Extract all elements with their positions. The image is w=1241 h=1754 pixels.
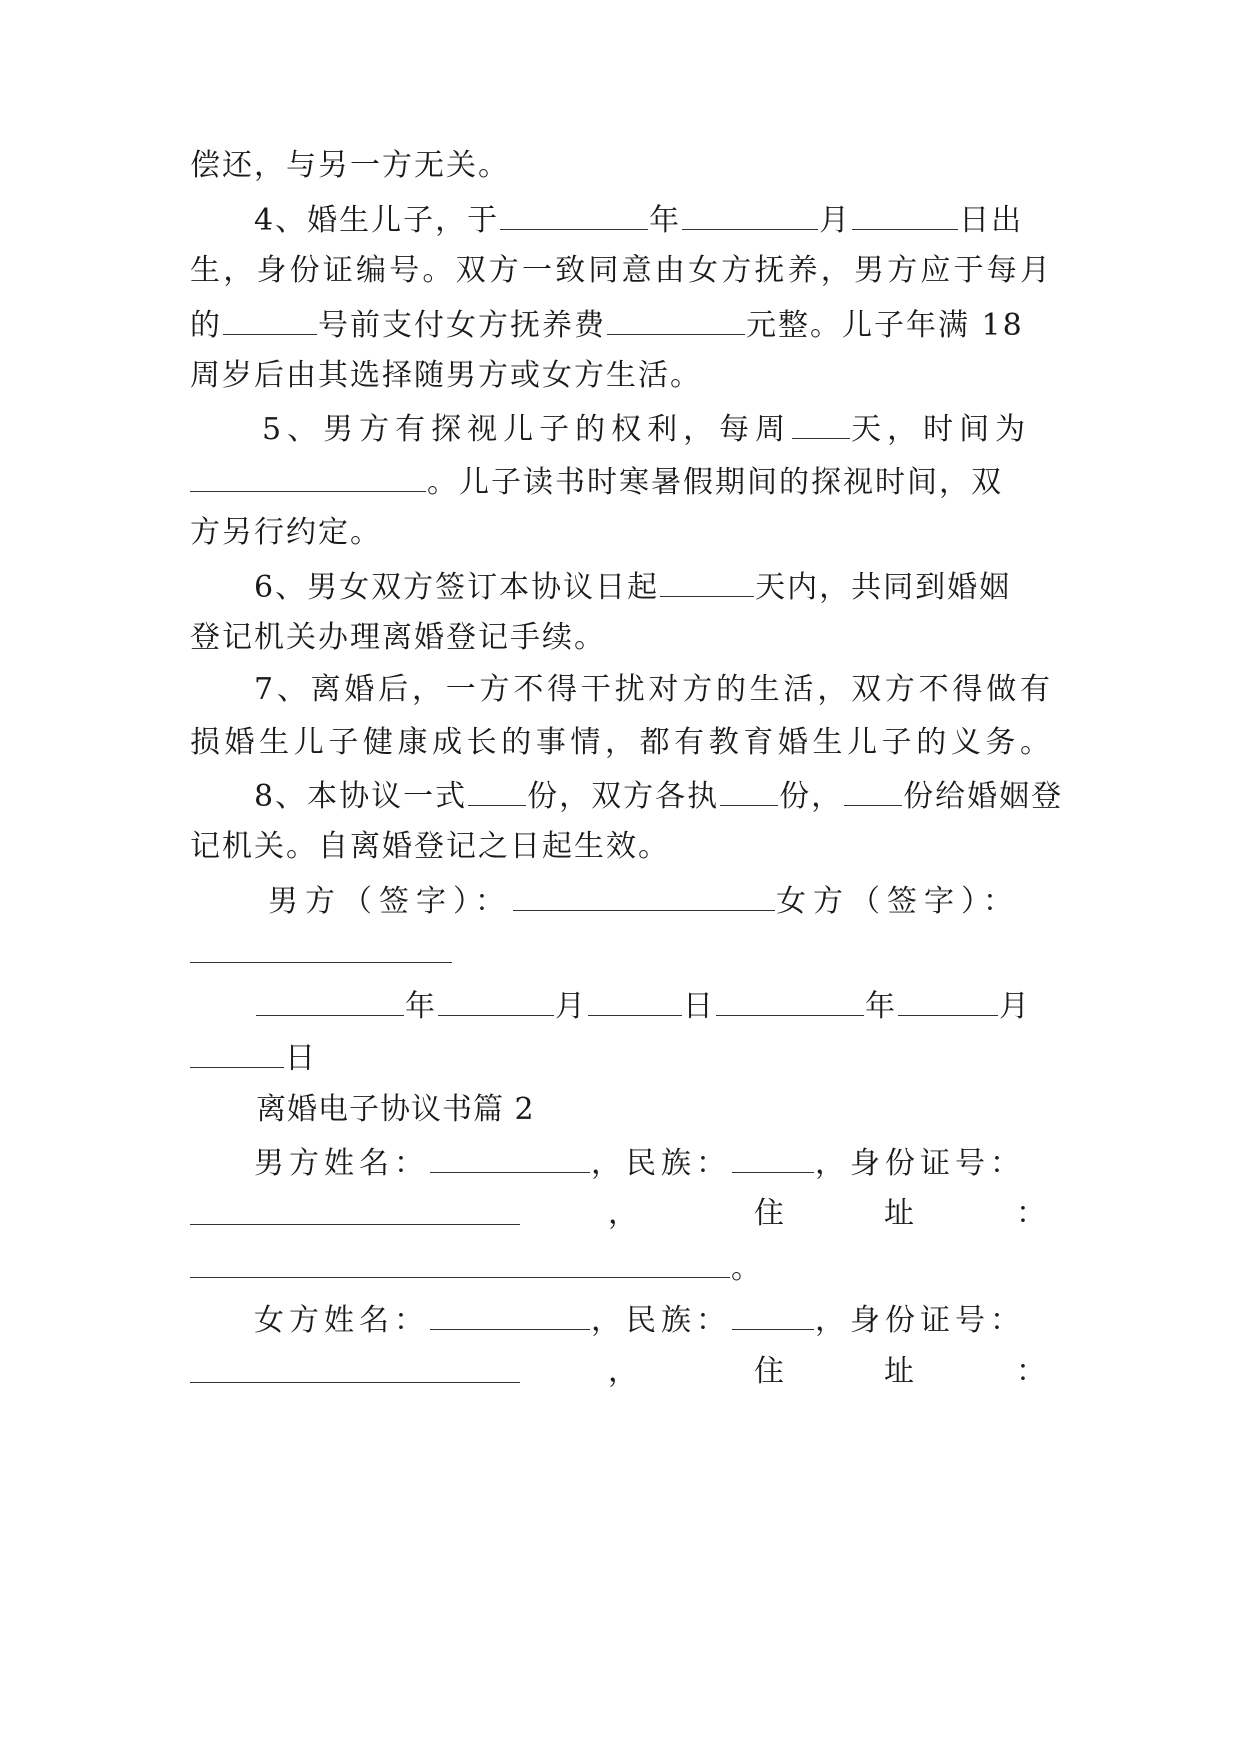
text: ：: [1016, 1196, 1048, 1231]
male-name-blank: [430, 1142, 590, 1173]
text: 址: [884, 1354, 916, 1389]
clause-4-line-4: [190, 356, 1052, 396]
blank-line: [607, 304, 745, 335]
text: 住: [754, 1354, 786, 1389]
section-heading: [256, 1090, 1118, 1130]
blank-line: [716, 985, 864, 1016]
text-line: [190, 146, 1052, 186]
date-line-2: [190, 1037, 1052, 1079]
text: 男方姓名：: [254, 1146, 429, 1181]
female-ethnicity-blank: [732, 1299, 814, 1330]
clause-4-line-1: [254, 199, 1052, 241]
text: ，: [608, 1354, 640, 1389]
text: ，: [608, 1196, 640, 1231]
male-signature-label: 男方（签字）：: [268, 884, 512, 919]
text: 天内，共同到婚姻: [755, 570, 1012, 605]
text: 8、本协议一式: [254, 779, 468, 814]
male-info-line-3: [190, 1247, 1052, 1289]
clause-5-line-1: [262, 408, 1052, 450]
text: 偿还，与另一方无关。: [190, 148, 510, 183]
text: 。: [731, 1251, 763, 1286]
clause-6-line-1: [254, 566, 1052, 608]
text: 月: [555, 989, 587, 1024]
signature-line-2: [190, 932, 1052, 974]
clause-5-line-2: [190, 461, 1052, 503]
text: 记机关。自离婚登记之日起生效。: [190, 829, 670, 864]
male-info-line-1: [254, 1142, 1052, 1184]
clause-7-line-2: [190, 723, 1052, 763]
text: 损婚生儿子健康成长的事情，都有教育婚生儿子的义务。: [190, 725, 1052, 760]
text: ，民族：: [591, 1303, 731, 1338]
text: 。儿子读书时寒暑假期间的探视时间，双: [427, 465, 1003, 500]
text: ，民族：: [591, 1146, 731, 1181]
text: 元整。儿子年满 18: [746, 308, 1024, 343]
text: ，身份证号：: [815, 1146, 1025, 1181]
blank-line: [438, 985, 554, 1016]
male-ethnicity-blank: [732, 1142, 814, 1173]
blank-line: [468, 775, 526, 806]
signature-line: [268, 880, 1052, 922]
text: 天，时间为: [851, 412, 1032, 447]
blank-line: [588, 985, 682, 1016]
text: 登记机关办理离婚登记手续。: [190, 620, 606, 655]
text: 女方姓名：: [254, 1303, 429, 1338]
text: 方另行约定。: [190, 515, 382, 550]
female-id-blank: [190, 1352, 520, 1383]
clause-5-line-3: [190, 513, 1052, 553]
heading-text: 离婚电子协议书篇 2: [256, 1092, 535, 1127]
clause-7-line-1: [254, 670, 1052, 710]
text: 周岁后由其选择随男方或女方生活。: [190, 358, 702, 393]
text: 月: [999, 989, 1031, 1024]
text: 日: [683, 989, 715, 1024]
blank-line: [720, 775, 778, 806]
text: 号前支付女方抚养费: [318, 308, 606, 343]
text: 份给婚姻登: [903, 779, 1064, 814]
blank-line: [223, 304, 317, 335]
clause-8-line-1: [254, 775, 1064, 817]
text: 日: [285, 1041, 317, 1076]
text: 份，双方各执: [527, 779, 720, 814]
text: 日出: [959, 203, 1024, 238]
blank-line: [852, 199, 958, 230]
female-info-line-1: [254, 1299, 1052, 1341]
text: ：: [1016, 1354, 1048, 1389]
female-name-blank: [430, 1299, 590, 1330]
text: 年: [865, 989, 897, 1024]
text: 5、男方有探视儿子的权利，每周: [262, 412, 792, 447]
male-info-line-2: [190, 1194, 1052, 1236]
text: 住: [754, 1196, 786, 1231]
blank-line: [190, 461, 426, 492]
male-id-blank: [190, 1194, 520, 1225]
blank-line: [844, 775, 902, 806]
date-line: [254, 985, 1052, 1027]
blank-line: [500, 199, 648, 230]
blank-line: [190, 1037, 284, 1068]
male-signature-blank: [513, 880, 775, 911]
text: 年: [405, 989, 437, 1024]
text: 月: [819, 203, 852, 238]
text: 生，身份证编号。双方一致同意由女方抚养，男方应于每月: [190, 253, 1052, 288]
blank-line: [660, 566, 754, 597]
text: 的: [190, 308, 222, 343]
text: 4、婚生儿子，于: [254, 203, 500, 238]
blank-line: [682, 199, 818, 230]
text: 年: [649, 203, 682, 238]
blank-line: [792, 408, 850, 439]
blank-line: [898, 985, 998, 1016]
male-address-blank: [190, 1247, 730, 1278]
text: 份，: [779, 779, 844, 814]
female-signature-blank: [190, 932, 452, 963]
text: ，身份证号：: [815, 1303, 1025, 1338]
clause-6-line-2: [190, 618, 1052, 658]
clause-8-line-2: [190, 827, 1052, 867]
text: 址: [884, 1196, 916, 1231]
clause-4-line-2: [190, 251, 1052, 291]
text: 7、离婚后，一方不得干扰对方的生活，双方不得做有: [254, 672, 1052, 707]
clause-4-line-3: [190, 304, 1052, 346]
female-signature-label: 女方（签字）：: [776, 884, 1020, 919]
female-info-line-2: [190, 1352, 1052, 1394]
text: 6、男女双方签订本协议日起: [254, 570, 660, 605]
blank-line: [256, 985, 404, 1016]
